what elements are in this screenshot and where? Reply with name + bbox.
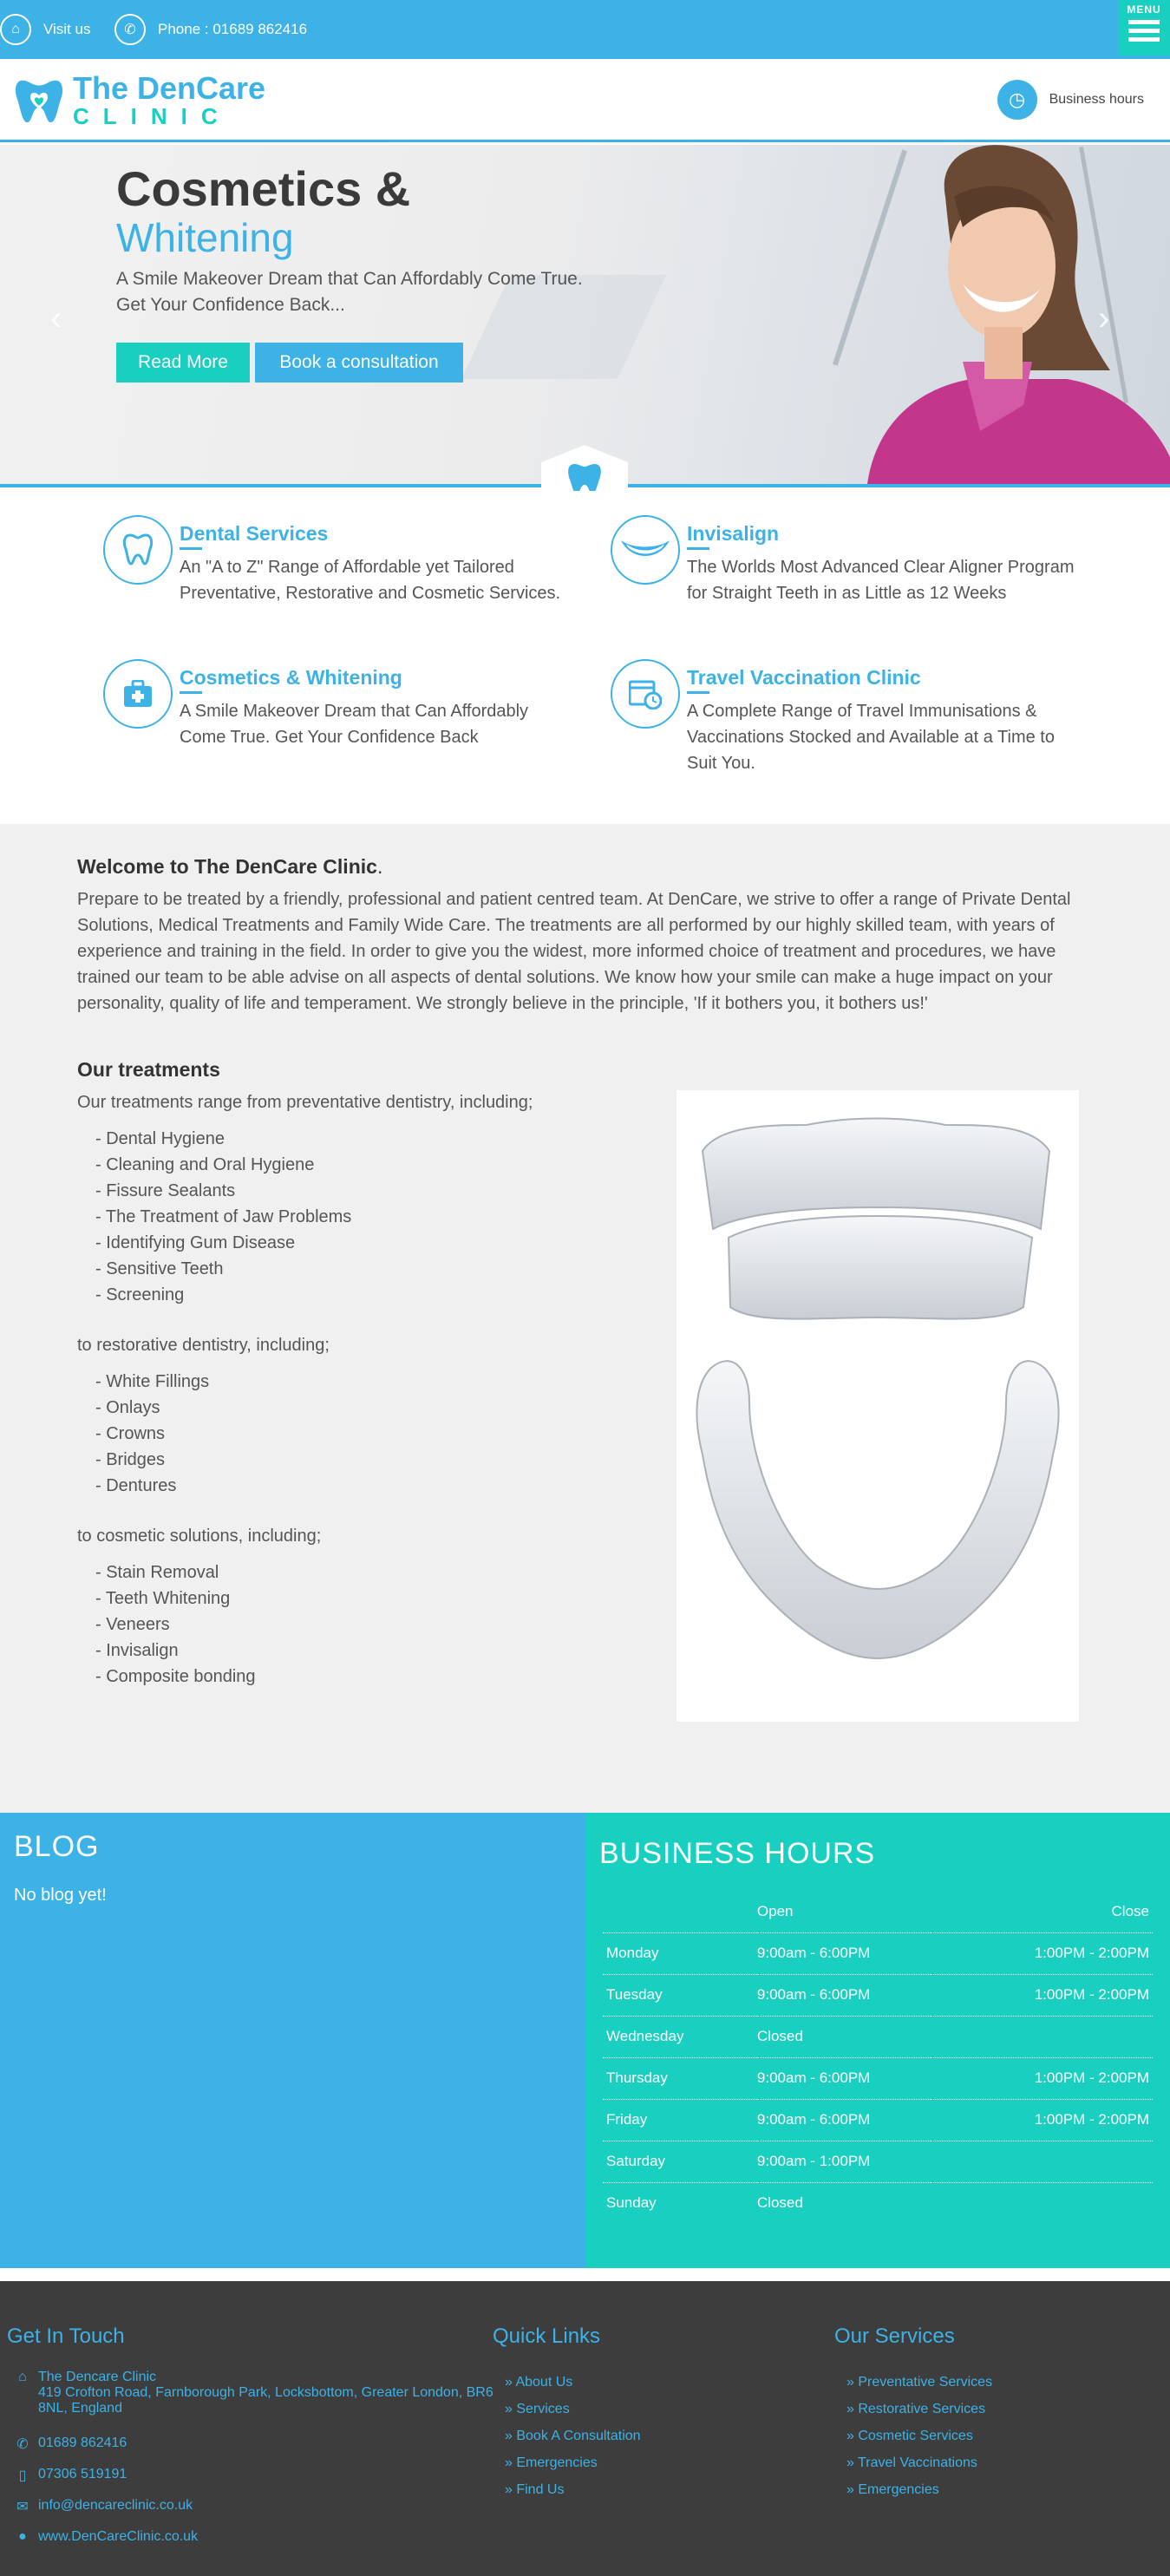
contact-title: Get In Touch xyxy=(7,2324,125,2348)
list-item: - Dental Hygiene xyxy=(95,1129,225,1148)
blog-empty-text: No blog yet! xyxy=(14,1886,107,1905)
service-link-cosmetic[interactable]: » Cosmetic Services xyxy=(846,2429,973,2443)
list-item: - The Treatment of Jaw Problems xyxy=(95,1207,352,1226)
quick-links-title: Quick Links xyxy=(493,2324,601,2348)
table-row xyxy=(603,2182,1153,2224)
service-link-emergencies[interactable]: » Emergencies xyxy=(846,2482,939,2497)
open-cell: 9:00am - 6:00PM xyxy=(757,1932,931,1974)
our-services-title: Our Services xyxy=(834,2324,955,2348)
menu-label: MENU xyxy=(1127,3,1161,16)
globe-icon: ● xyxy=(18,2529,27,2544)
open-cell: Closed xyxy=(756,2194,803,2212)
list-item: - Identifying Gum Disease xyxy=(95,1233,296,1252)
phone-link[interactable] xyxy=(114,0,307,59)
clear-aligner-illustration xyxy=(677,1090,1079,1722)
smiling-woman-photo xyxy=(833,145,1170,484)
footer-website[interactable] xyxy=(14,2529,198,2545)
smile-icon xyxy=(611,515,680,585)
services-section xyxy=(0,491,1170,824)
footer-email[interactable] xyxy=(14,2498,193,2515)
quick-link-about[interactable]: » About Us xyxy=(505,2375,573,2390)
quick-link-book[interactable]: » Book A Consultation xyxy=(505,2429,641,2443)
footer-mobile[interactable] xyxy=(14,2467,127,2484)
treatments-intro: Our treatments range from preventative dentistry, including; xyxy=(77,1093,533,1112)
close-cell: 1:00PM - 2:00PM xyxy=(931,2099,1153,2141)
table-header-row xyxy=(603,1891,1153,1932)
cosmetic-list xyxy=(95,1559,256,1690)
close-cell xyxy=(931,2016,1153,2057)
day-cell: Sunday xyxy=(606,2194,657,2212)
logo-subname: CLINIC xyxy=(73,103,232,129)
close-cell xyxy=(931,2141,1153,2182)
table-row xyxy=(603,2057,1153,2099)
restorative-lead: to restorative dentistry, including; xyxy=(77,1336,330,1355)
close-cell: 1:00PM - 2:00PM xyxy=(931,1932,1153,1974)
medical-kit-icon xyxy=(103,659,173,729)
restorative-list xyxy=(95,1369,209,1499)
service-link-restorative[interactable]: » Restorative Services xyxy=(846,2402,986,2416)
list-item: - Composite bonding xyxy=(95,1667,256,1686)
close-cell: 1:00PM - 2:00PM xyxy=(931,2057,1153,2099)
list-item: - Invisalign xyxy=(95,1641,179,1660)
day-cell: Monday xyxy=(603,1932,757,1974)
blog-title: BLOG xyxy=(14,1830,100,1863)
service-description: An "A to Z" Range of Affordable yet Tailored Preventative, Restorative and Cosmetic Services. xyxy=(180,558,561,603)
column-header-close: Close xyxy=(931,1891,1153,1932)
welcome-title: Welcome to The DenCare Clinic. xyxy=(77,855,383,878)
service-title[interactable]: Invisalign xyxy=(687,522,779,548)
mobile-number[interactable]: 07306 519191 xyxy=(38,2467,127,2481)
business-hours-label: Business hours xyxy=(1049,92,1144,107)
top-bar xyxy=(0,0,1170,59)
treatments-title: Our treatments xyxy=(77,1058,220,1081)
mobile-icon: ▯ xyxy=(18,2468,27,2483)
business-hours-table xyxy=(603,1891,1153,2224)
service-title[interactable]: Cosmetics & Whitening xyxy=(180,666,402,692)
service-link-travel[interactable]: » Travel Vaccinations xyxy=(846,2455,977,2470)
quick-link-find-us[interactable]: » Find Us xyxy=(505,2482,565,2497)
list-item: - White Fillings xyxy=(95,1372,210,1391)
logo-name: The DenCare xyxy=(73,70,266,106)
list-item: - Screening xyxy=(95,1285,185,1304)
tooth-icon xyxy=(103,515,173,585)
email-link[interactable]: info@dencareclinic.co.uk xyxy=(38,2498,193,2513)
welcome-section xyxy=(0,824,1170,1813)
welcome-body: Prepare to be treated by a friendly, professional and patient centred team. At DenCare, we strive to offer a range of Private Dental Solutions, Medical Treatments and Family Wide Care. The treatments are all performed by our highly skilled team, with years of experience and training in the field. In order to give you the widest, more informed choice of treatment and procedures, we have trained our team to be able advise on all aspects of dental solutions. We know how your smile can make a huge impact on your personality, quality of life and temperament. We strongly believe in the principle, 'If it bothers you, it bothers us!' xyxy=(77,890,1071,1013)
home-icon: ⌂ xyxy=(0,14,31,45)
service-description: A Smile Makeover Dream that Can Affordably Come True. Get Your Confidence Back xyxy=(180,702,529,747)
day-cell: Wednesday xyxy=(603,2016,757,2057)
service-title[interactable]: Dental Services xyxy=(180,522,328,548)
open-cell: 9:00am - 6:00PM xyxy=(757,1974,931,2016)
table-row xyxy=(603,1932,1153,1974)
slider-next-arrow-icon[interactable]: › xyxy=(1098,299,1110,337)
list-item: - Bridges xyxy=(95,1450,166,1469)
cosmetic-lead: to cosmetic solutions, including; xyxy=(77,1527,322,1546)
website-link[interactable]: www.DenCareClinic.co.uk xyxy=(38,2529,199,2544)
table-row xyxy=(603,2099,1153,2141)
column-header-open: Open xyxy=(757,1891,931,1932)
service-description: A Complete Range of Travel Immunisations & Vaccinations Stocked and Available at a Time to Suit You. xyxy=(687,702,1055,773)
hamburger-icon xyxy=(1118,20,1170,42)
day-cell: Saturday xyxy=(603,2141,757,2182)
quick-link-emergencies[interactable]: » Emergencies xyxy=(505,2455,598,2470)
open-cell: 9:00am - 6:00PM xyxy=(757,2057,931,2099)
footer-phone[interactable] xyxy=(14,2435,127,2453)
day-cell: Tuesday xyxy=(603,1974,757,2016)
list-item: - Stain Removal xyxy=(95,1563,219,1582)
blog-section xyxy=(0,1813,585,2268)
hero-title: Cosmetics & xyxy=(116,161,411,216)
list-item: - Veneers xyxy=(95,1615,170,1634)
clinic-address: 419 Crofton Road, Farnborough Park, Locksbottom, Greater London, BR6 8NL, England xyxy=(38,2385,493,2416)
list-item: - Sensitive Teeth xyxy=(95,1259,224,1278)
phone-label: Phone : 01689 862416 xyxy=(158,21,308,37)
day-cell: Friday xyxy=(603,2099,757,2141)
envelope-icon: ✉ xyxy=(16,2500,29,2514)
day-cell: Thursday xyxy=(603,2057,757,2099)
list-item: - Teeth Whitening xyxy=(95,1589,231,1608)
list-item: - Dentures xyxy=(95,1476,177,1495)
clear-aligner-image xyxy=(677,1090,1079,1722)
visit-us-label: Visit us xyxy=(43,21,91,37)
service-title[interactable]: Travel Vaccination Clinic xyxy=(687,666,921,692)
open-cell: Closed xyxy=(757,2016,931,2057)
list-item: - Cleaning and Oral Hygiene xyxy=(95,1155,315,1174)
clinic-name: The Dencare Clinic xyxy=(38,2370,157,2384)
phone-number[interactable]: 01689 862416 xyxy=(38,2435,127,2450)
service-description: The Worlds Most Advanced Clear Aligner Program for Straight Teeth in as Little as 12 Weeks xyxy=(687,558,1075,603)
preventative-list xyxy=(95,1126,351,1308)
close-cell xyxy=(931,2182,1153,2224)
site-header xyxy=(0,59,1170,142)
site-logo[interactable] xyxy=(14,70,266,129)
read-more-button[interactable]: Read More xyxy=(116,343,250,382)
business-hours-title: BUSINESS HOURS xyxy=(599,1837,876,1870)
close-cell: 1:00PM - 2:00PM xyxy=(931,1974,1153,2016)
open-cell: 9:00am - 1:00PM xyxy=(757,2141,931,2182)
table-row xyxy=(603,1974,1153,2016)
home-icon: ⌂ xyxy=(18,2370,27,2384)
business-hours-section xyxy=(585,1813,1170,2268)
phone-icon: ✆ xyxy=(16,2437,29,2452)
clock-icon: ◷ xyxy=(997,80,1037,120)
service-link-preventative[interactable]: » Preventative Services xyxy=(846,2375,993,2390)
visit-us-link[interactable] xyxy=(0,0,91,59)
business-hours-link[interactable] xyxy=(997,80,1144,120)
hero-title-accent: Whitening xyxy=(116,215,294,260)
book-consultation-button[interactable]: Book a consultation xyxy=(255,343,463,382)
list-item: - Crowns xyxy=(95,1424,166,1443)
hero-subtitle: A Smile Makeover Dream that Can Affordably Come True. Get Your Confidence Back... xyxy=(116,269,583,315)
quick-link-services[interactable]: » Services xyxy=(505,2402,570,2416)
slider-prev-arrow-icon[interactable]: ‹ xyxy=(50,299,62,337)
site-footer xyxy=(0,2281,1170,2576)
table-row xyxy=(603,2016,1153,2057)
list-item: - Onlays xyxy=(95,1398,160,1417)
tooth-heart-logo-icon xyxy=(14,74,64,127)
list-item: - Fissure Sealants xyxy=(95,1181,236,1200)
hero-slider xyxy=(0,145,1170,487)
footer-address xyxy=(14,2370,507,2416)
menu-button[interactable] xyxy=(1118,0,1170,56)
phone-icon: ✆ xyxy=(114,14,146,45)
calendar-clock-icon xyxy=(611,659,680,729)
open-cell: 9:00am - 6:00PM xyxy=(757,2099,931,2141)
table-row xyxy=(603,2141,1153,2182)
